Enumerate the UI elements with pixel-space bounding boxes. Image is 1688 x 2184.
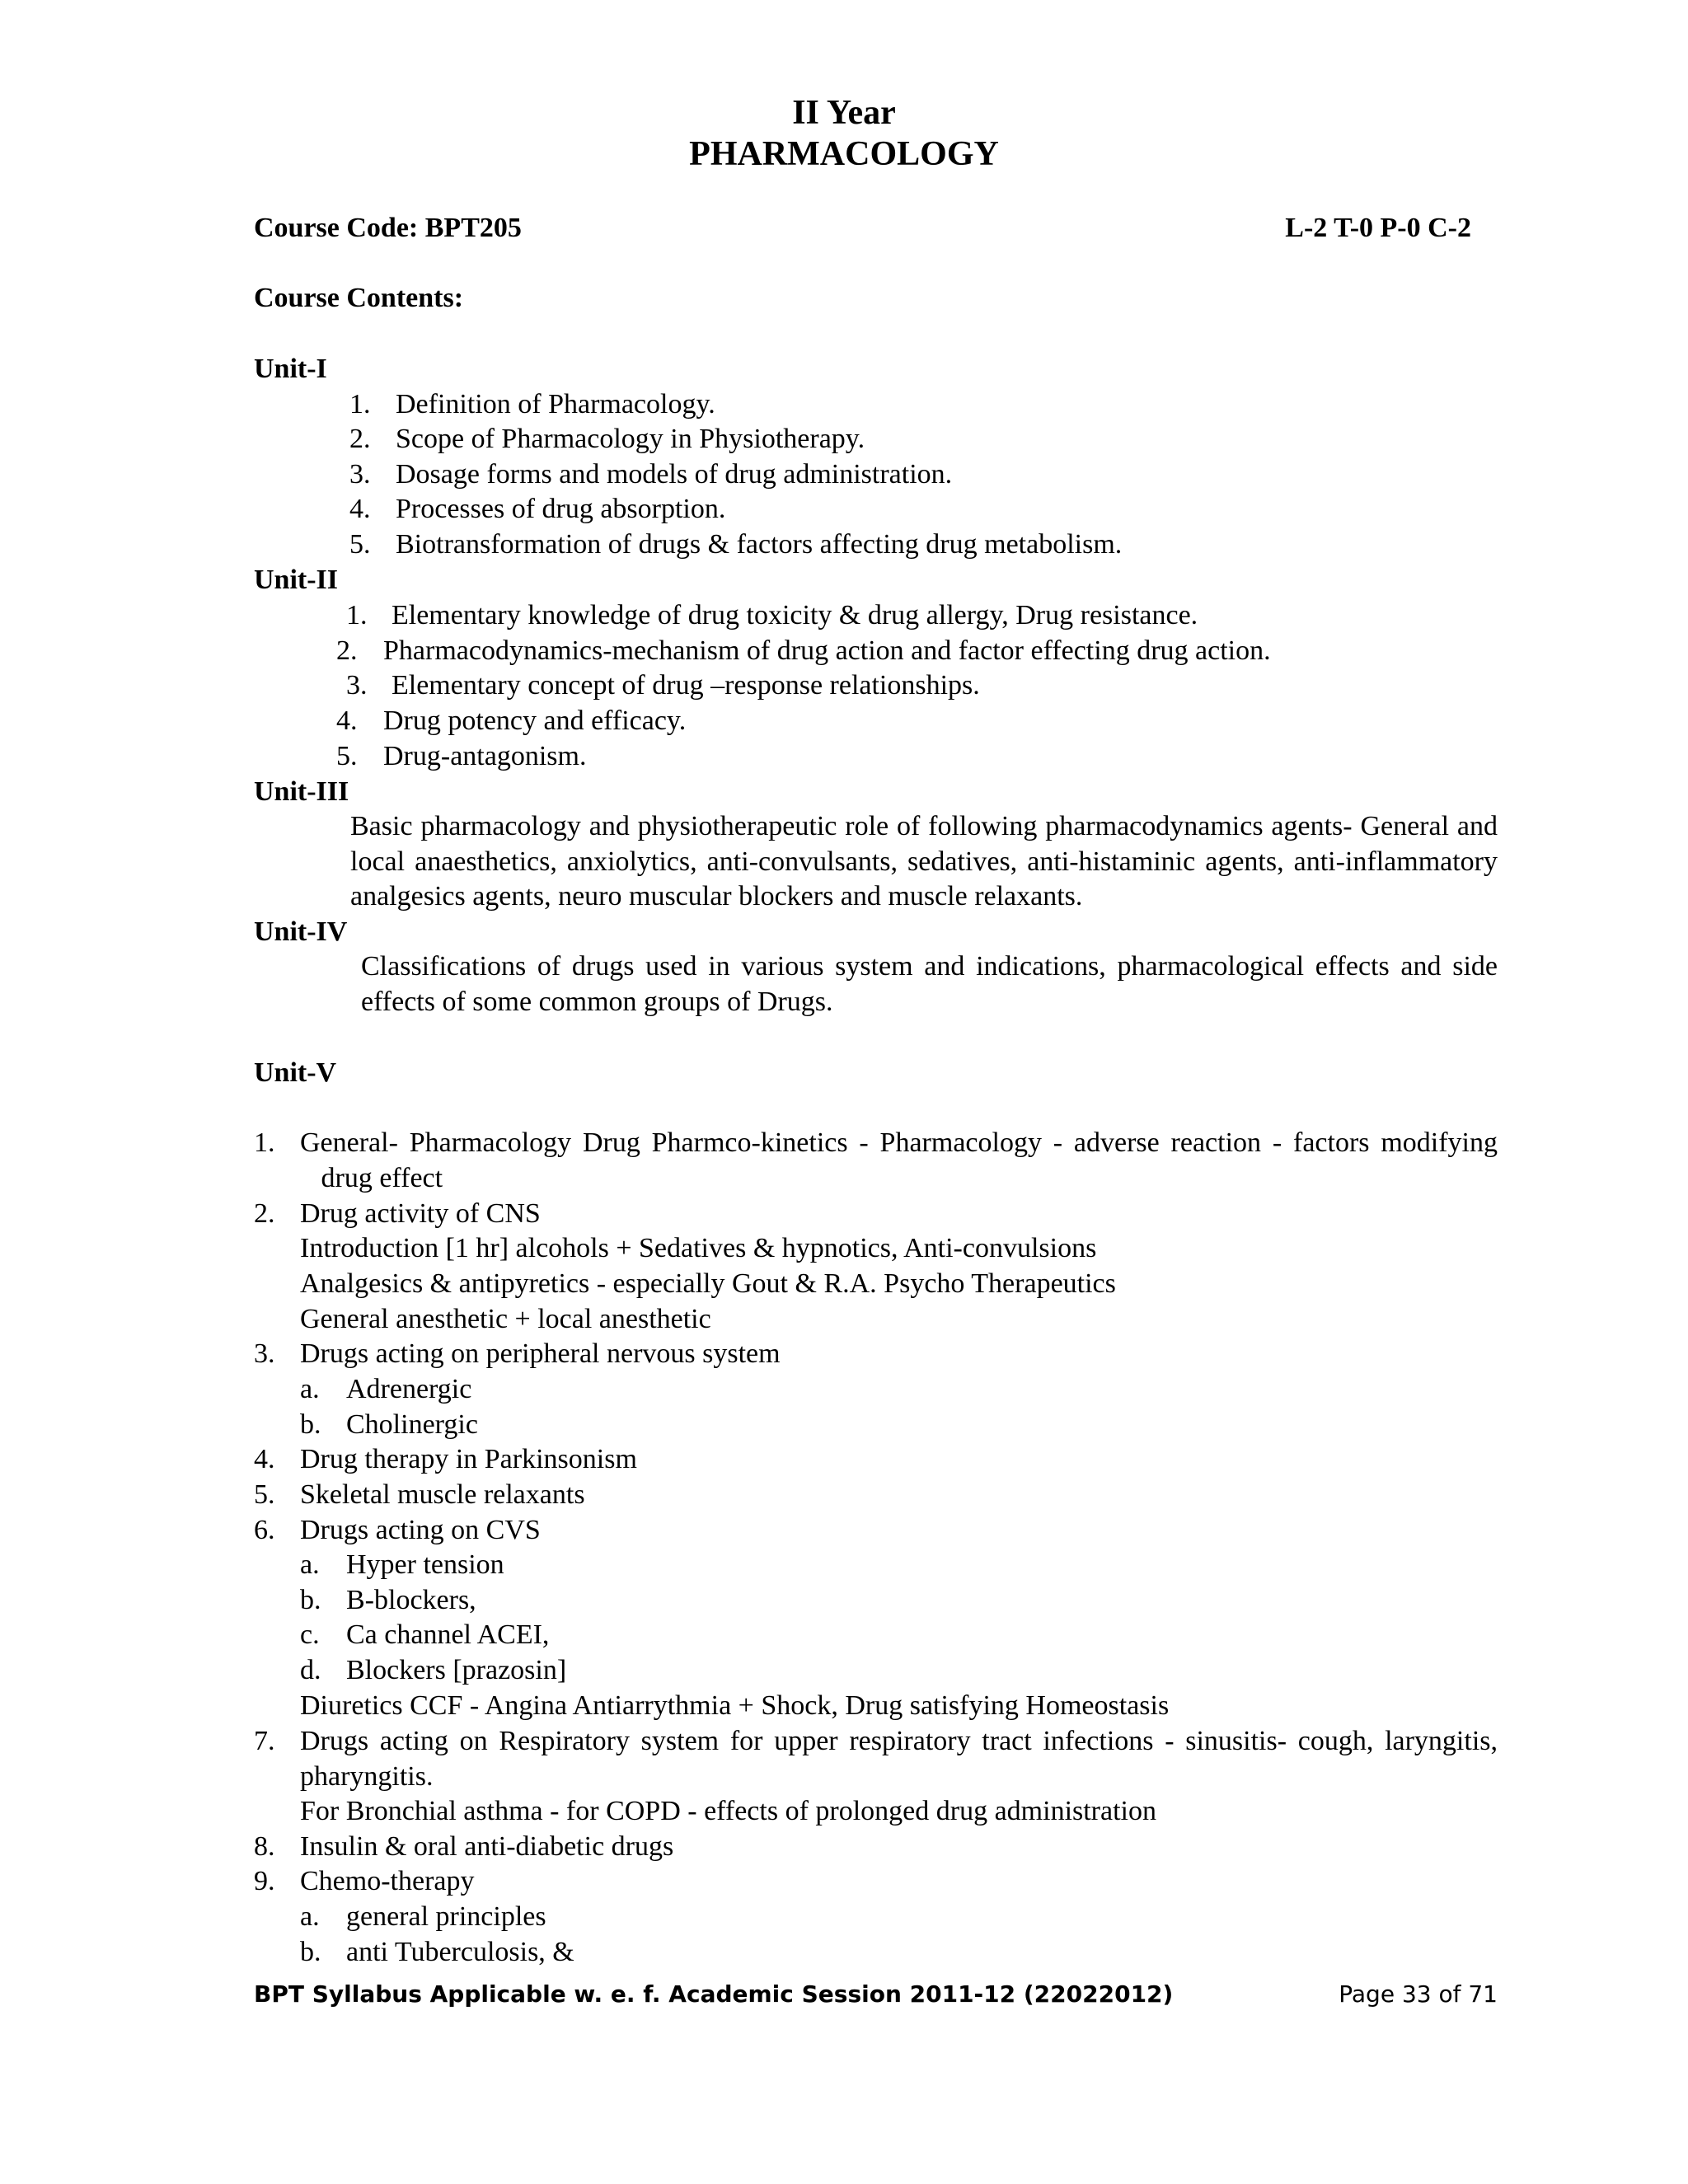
unit-2-title: Unit-II [254, 565, 339, 595]
unit-5-item: Skeletal muscle relaxants [300, 1479, 585, 1510]
credit-structure: L-2 T-0 P-0 C-2 [1285, 213, 1471, 243]
unit-1-item-number: 3. [349, 459, 371, 490]
unit-5-item: General- Pharmacology Drug Pharmco-kinetics - Pharmacology - adverse reaction - factors modifying drug effect [300, 1127, 1498, 1193]
unit-5-subitem: Cholinergic [346, 1409, 478, 1440]
unit-5-subitem-letter: b. [300, 1585, 321, 1615]
unit-5-subline: General anesthetic + local anesthetic [300, 1304, 711, 1334]
unit-2-item-number: 3. [346, 670, 368, 701]
unit-2-item-number: 1. [346, 600, 368, 630]
unit-4-paragraph: Classifications of drugs used in various system and indications, pharmacological effects and side effects of some common groups of Drugs. [361, 951, 1498, 1017]
unit-1-item-number: 5. [349, 529, 371, 560]
unit-2-item-number: 4. [336, 705, 358, 736]
unit-5-subitem: Adrenergic [346, 1374, 472, 1404]
footer-syllabus-note: BPT Syllabus Applicable w. e. f. Academic Session 2011-12 (22022012) [254, 1980, 1174, 2008]
unit-5-subitem-letter: d. [300, 1655, 321, 1685]
unit-4-title: Unit-IV [254, 916, 348, 947]
unit-5-item-number: 7. [254, 1726, 275, 1756]
unit-5-item: Drugs acting on peripheral nervous system [300, 1338, 781, 1369]
unit-2-item: Elementary concept of drug –response relationships. [392, 670, 980, 701]
unit-5-subitem: general principles [346, 1901, 546, 1932]
unit-5-item: Drugs acting on Respiratory system for upper respiratory tract infections - sinusitis- cough, laryngitis, pharyngitis. [300, 1726, 1498, 1792]
unit-5-item: Drug activity of CNS [300, 1198, 541, 1229]
unit-5-subitem: Hyper tension [346, 1549, 504, 1580]
unit-1-item: Processes of drug absorption. [396, 494, 726, 524]
unit-5-subline: Diuretics CCF - Angina Antiarrythmia + Shock, Drug satisfying Homeostasis [300, 1690, 1170, 1721]
unit-2-item-number: 5. [336, 741, 358, 771]
unit-5-subitem-letter: b. [300, 1937, 321, 1967]
course-code: Course Code: BPT205 [254, 213, 522, 243]
unit-5-item-number: 4. [254, 1444, 275, 1474]
unit-5-subline: For Bronchial asthma - for COPD - effects of prolonged drug administration [300, 1796, 1156, 1826]
unit-5-subitem: anti Tuberculosis, & [346, 1937, 574, 1967]
unit-5-subitem-letter: a. [300, 1374, 320, 1404]
footer-page-number: Page 33 of 71 [1339, 1980, 1498, 2008]
unit-3-title: Unit-III [254, 776, 349, 807]
unit-5-item-number: 9. [254, 1866, 275, 1896]
unit-5-subitem-letter: b. [300, 1409, 321, 1440]
unit-5-subitem-letter: a. [300, 1549, 320, 1580]
unit-2-item: Pharmacodynamics-mechanism of drug action and factor effecting drug action. [383, 635, 1271, 666]
unit-1-item-number: 4. [349, 494, 371, 524]
unit-1-item-number: 2. [349, 424, 371, 454]
unit-5-item-number: 8. [254, 1831, 275, 1862]
unit-5-item: Insulin & oral anti-diabetic drugs [300, 1831, 674, 1862]
unit-5-item: Drugs acting on CVS [300, 1515, 541, 1545]
unit-5-subline: Introduction [1 hr] alcohols + Sedatives & hypnotics, Anti-convulsions [300, 1233, 1097, 1263]
unit-1-item: Biotransformation of drugs & factors affecting drug metabolism. [396, 529, 1123, 560]
unit-2-item: Drug-antagonism. [383, 741, 587, 771]
unit-5-item: Drug therapy in Parkinsonism [300, 1444, 637, 1474]
course-contents-label: Course Contents: [254, 283, 464, 313]
unit-1-item-number: 1. [349, 389, 371, 419]
unit-1-item: Scope of Pharmacology in Physiotherapy. [396, 424, 865, 454]
year-heading: II Year [792, 94, 896, 132]
unit-5-item-number: 2. [254, 1198, 275, 1229]
subject-heading: PHARMACOLOGY [689, 135, 999, 173]
unit-2-item: Elementary knowledge of drug toxicity & drug allergy, Drug resistance. [392, 600, 1198, 630]
unit-5-item: Chemo-therapy [300, 1866, 475, 1896]
unit-2-item-number: 2. [336, 635, 358, 666]
unit-5-subitem-letter: c. [300, 1619, 320, 1650]
unit-1-item: Definition of Pharmacology. [396, 389, 715, 419]
unit-5-subitem-letter: a. [300, 1901, 320, 1932]
unit-2-item: Drug potency and efficacy. [383, 705, 687, 736]
unit-5-subline: Analgesics & antipyretics - especially Gout & R.A. Psycho Therapeutics [300, 1268, 1116, 1299]
unit-5-item-number: 5. [254, 1479, 275, 1510]
unit-5-subitem: B-blockers, [346, 1585, 476, 1615]
unit-5-subitem: Blockers [prazosin] [346, 1655, 567, 1685]
unit-5-item-number: 3. [254, 1338, 275, 1369]
unit-5-item-number: 6. [254, 1515, 275, 1545]
unit-3-paragraph: Basic pharmacology and physiotherapeutic role of following pharmacodynamics agents- General and local anaesthetics, anxiolytics, anti-convulsants, sedatives, anti-histaminic agents, anti-inflammatory analgesics agents, neuro muscular blockers and muscle relaxants. [350, 811, 1498, 912]
unit-1-title: Unit-I [254, 354, 327, 384]
unit-1-item: Dosage forms and models of drug administration. [396, 459, 953, 490]
unit-5-subitem: Ca channel ACEI, [346, 1619, 550, 1650]
unit-5-title: Unit-V [254, 1057, 337, 1088]
unit-5-item-number: 1. [254, 1127, 275, 1158]
